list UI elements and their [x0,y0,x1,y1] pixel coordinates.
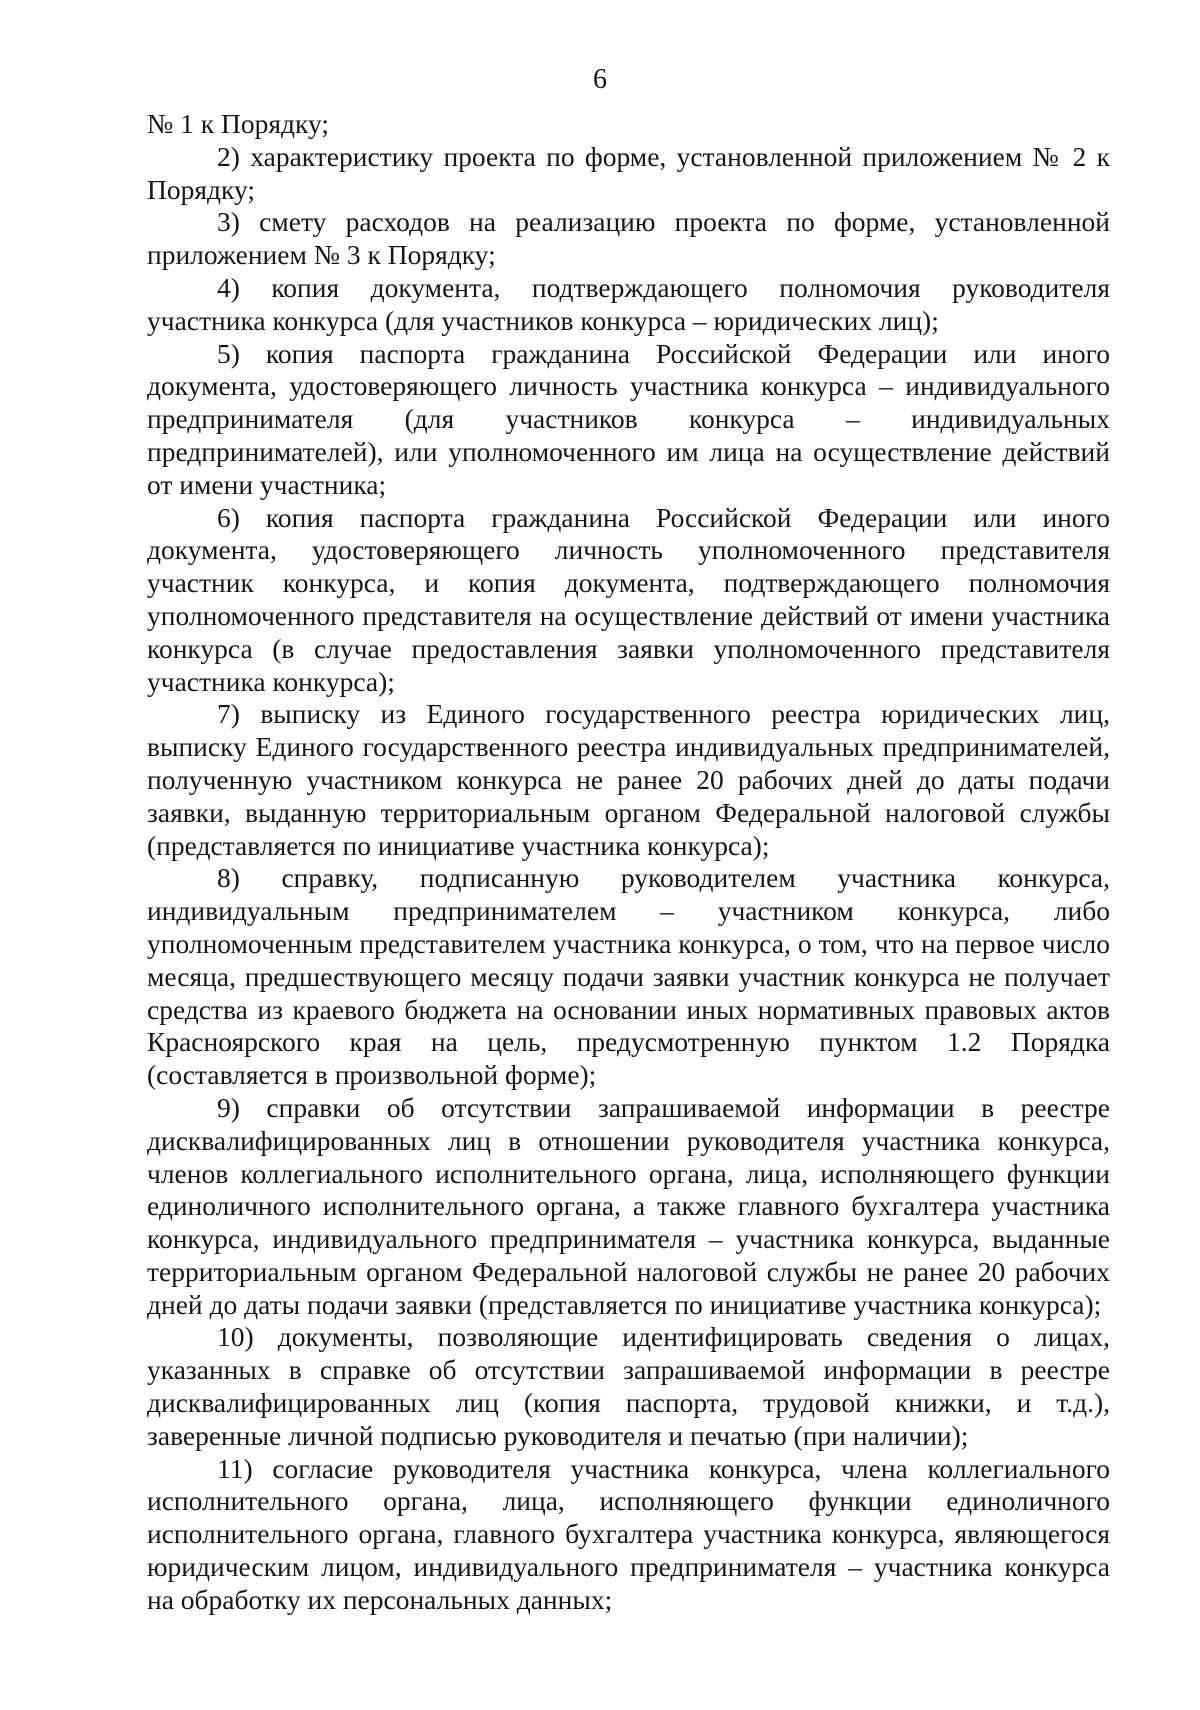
document-body [147,108,1110,1617]
paragraph-continuation: № 1 к Порядку; [147,108,329,139]
paragraph-item-4: 4) копия документа, подтверждающего полномочия руководителя участника конкурса (для участников конкурса – юридических лиц); [147,271,1110,336]
paragraph-item-8: 8) справку, подписанную руководителем участника конкурса, индивидуальным предпринимателем – участником конкурса, либо уполномоченным представителем участника конкурса, о том, что на первое число месяца, предшествующего месяцу подачи заявки участник конкурса не получает средства из краевого бюджета на основании иных нормативных правовых актов Красноярского края на цель, предусмотренную пунктом 1.2 Порядка (составляется в произвольной форме); [147,862,1110,1091]
paragraph-item-11: 11) согласие руководителя участника конкурса, члена коллегиального исполнительного органа, лица, исполняющего функции единоличного исполнительного органа, главного бухгалтера участника конкурса, являющегося юридическим лицом, индивидуального предпринимателя – участника конкурса на обработку их персональных данных; [147,1452,1110,1615]
paragraph-item-2: 2) характеристику проекта по форме, установленной приложением № 2 к Порядку; [147,140,1110,205]
paragraph-item-7: 7) выписку из Единого государственного реестра юридических лиц, выписку Единого государственного реестра индивидуальных предпринимателей, полученную участником конкурса не ранее 20 рабочих дней до даты подачи заявки, выданную территориальным органом Федеральной налоговой службы (представляется по инициативе участника конкурса); [147,698,1110,861]
paragraph-item-3: 3) смету расходов на реализацию проекта по форме, установленной приложением № 3 к Порядку; [147,206,1110,271]
paragraph-item-5: 5) копия паспорта гражданина Российской Федерации или иного документа, удостоверяющего личность участника конкурса – индивидуального предпринимателя (для участников конкурса – индивидуальных предпринимателей), или уполномоченного им лица на осуществление действий от имени участника; [147,337,1110,500]
paragraph-item-6: 6) копия паспорта гражданина Российской Федерации или иного документа, удостоверяющего личность уполномоченного представителя участник конкурса, и копия документа, подтверждающего полномочия уполномоченного представителя на осуществление действий от имени участника конкурса (в случае предоставления заявки уполномоченного представителя участника конкурса); [147,501,1110,697]
paragraph-item-9: 9) справки об отсутствии запрашиваемой информации в реестре дисквалифицированных лиц в отношении руководителя участника конкурса, членов коллегиального исполнительного органа, лица, исполняющего функции единоличного исполнительного органа, а также главного бухгалтера участника конкурса, индивидуального предпринимателя – участника конкурса, выданные территориальным органом Федеральной налоговой службы не ранее 20 рабочих дней до даты подачи заявки (представляется по инициативе участника конкурса); [147,1091,1110,1320]
paragraph-item-10: 10) документы, позволяющие идентифицировать сведения о лицах, указанных в справке об отсутствии запрашиваемой информации в реестре дисквалифицированных лиц (копия паспорта, трудовой книжки, и т.д.), заверенные личной подписью руководителя и печатью (при наличии); [147,1321,1110,1451]
page-number: 6 [593,64,607,95]
